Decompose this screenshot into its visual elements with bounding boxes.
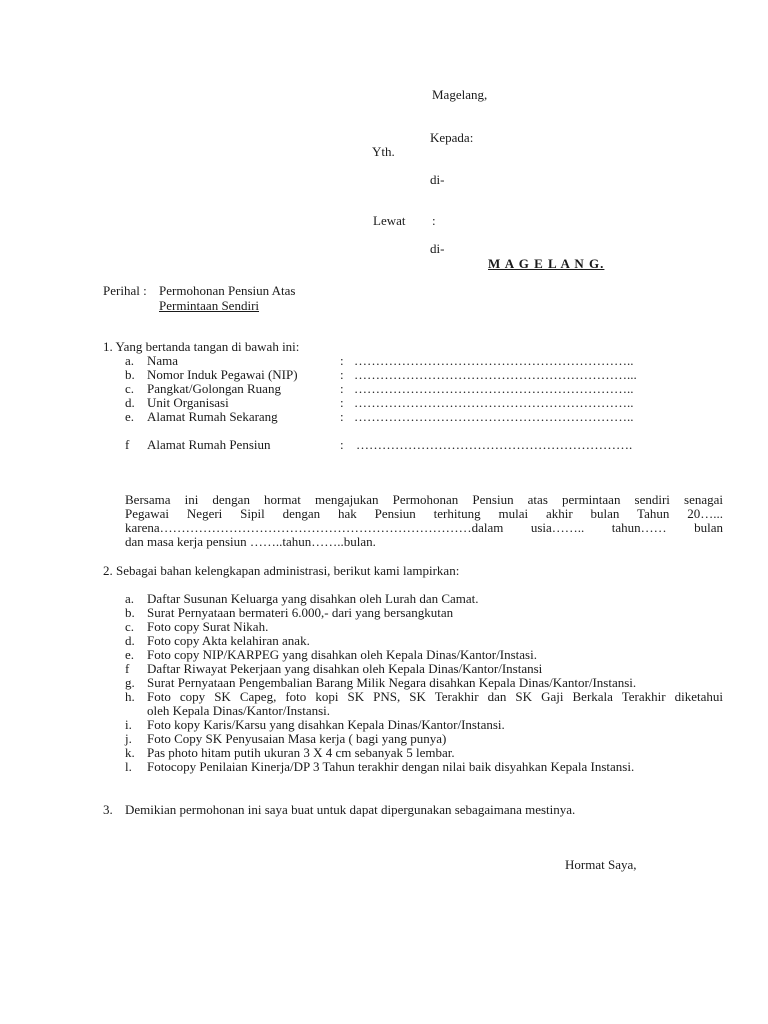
di-label-1: di-: [430, 172, 445, 187]
item-letter: c.: [125, 619, 135, 634]
attachment-item: Daftar Riwayat Pekerjaan yang disahkan oleh Kepala Dinas/Kantor/Instansi: [147, 661, 543, 676]
attachment-item: Surat Pernyataan Pengembalian Barang Milik Negara disahkan Kepala Dinas/Kantor/Instansi.: [147, 675, 637, 690]
attachment-item: Daftar Susunan Keluarga yang disahkan oleh Lurah dan Camat.: [147, 591, 479, 606]
field-dots: ………………………………………………………...: [354, 367, 637, 382]
field-letter: f: [125, 437, 130, 452]
paragraph-line-1: Bersama ini dengan hormat mengajukan Permohonan Pensiun atas permintaan sendiri senagai: [125, 492, 723, 507]
item-letter: b.: [125, 605, 135, 620]
destination-city: M A G E L A N G.: [488, 256, 605, 271]
field-letter: e.: [125, 409, 135, 424]
field-label-pension-address: Alamat Rumah Pensiun: [147, 437, 271, 452]
field-letter: c.: [125, 381, 135, 396]
field-colon: :: [340, 381, 344, 396]
field-colon: :: [340, 395, 344, 410]
item-letter: g.: [125, 675, 135, 690]
field-label-current-address: Alamat Rumah Sekarang: [147, 409, 278, 424]
field-dots: ……………………………………………………….: [356, 437, 633, 452]
item-letter: d.: [125, 633, 135, 648]
field-dots: ………………………………………………………..: [354, 395, 634, 410]
field-label-unit: Unit Organisasi: [147, 395, 229, 410]
item-letter: f: [125, 661, 130, 676]
via-colon: :: [432, 213, 436, 228]
item-letter: e.: [125, 647, 135, 662]
item-letter: l.: [125, 759, 132, 774]
field-colon: :: [340, 409, 344, 424]
section3-text: Demikian permohonan ini saya buat untuk dapat dipergunakan sebagaimana mestinya.: [125, 802, 576, 817]
yth-label: Yth.: [372, 144, 395, 159]
field-letter: d.: [125, 395, 135, 410]
attachment-item: Pas photo hitam putih ukuran 3 X 4 cm sebanyak 5 lembar.: [147, 745, 455, 760]
item-letter: a.: [125, 591, 135, 606]
section1-intro: 1. Yang bertanda tangan di bawah ini:: [103, 339, 300, 354]
attachment-item: Foto Copy SK Penyusaian Masa kerja ( bagi yang punya): [147, 731, 447, 746]
city-date: Magelang,: [432, 87, 488, 102]
attachment-item: Foto copy Surat Nikah.: [147, 619, 269, 634]
section3-number: 3.: [103, 802, 113, 817]
item-letter: i.: [125, 717, 132, 732]
field-dots: ………………………………………………………..: [354, 353, 634, 368]
subject-label: Perihal :: [103, 283, 147, 298]
field-dots: ………………………………………………………..: [354, 409, 634, 424]
field-label-name: Nama: [147, 353, 179, 368]
attachment-item-continuation: oleh Kepala Dinas/Kantor/Instansi.: [147, 703, 331, 718]
attachment-item: Foto copy SK Capeg, foto kopi SK PNS, SK Terakhir dan SK Gaji Berkala Terakhir diketahui: [147, 689, 723, 704]
field-colon: :: [340, 367, 344, 382]
field-letter: a.: [125, 353, 135, 368]
field-colon: :: [340, 437, 344, 452]
attachment-item: Foto kopy Karis/Karsu yang disahkan Kepala Dinas/Kantor/Instansi.: [147, 717, 505, 732]
di-label-2: di-: [430, 241, 445, 256]
via-label: Lewat: [373, 213, 406, 228]
paragraph-line-3: karena………………………………………………………………dalam usia…….. tahun…… bulan: [125, 520, 723, 535]
subject-line-1: Permohonan Pensiun Atas: [159, 283, 296, 298]
attachment-item: Foto copy NIP/KARPEG yang disahkan oleh Kepala Dinas/Kantor/Instasi.: [147, 647, 537, 662]
field-label-rank: Pangkat/Golongan Ruang: [147, 381, 281, 396]
attachment-item: Surat Pernyataan bermateri 6.000,- dari yang bersangkutan: [147, 605, 454, 620]
field-colon: :: [340, 353, 344, 368]
section2-intro: 2. Sebagai bahan kelengkapan administrasi, berikut kami lampirkan:: [103, 563, 460, 578]
item-letter: j.: [125, 731, 132, 746]
paragraph-line-2: Pegawai Negeri Sipil dengan hak Pensiun terhitung mulai akhir bulan Tahun 20…...: [125, 506, 723, 521]
field-label-nip: Nomor Induk Pegawai (NIP): [147, 367, 298, 382]
subject-line-2: Permintaan Sendiri: [159, 298, 260, 313]
closing-signature: Hormat Saya,: [565, 857, 637, 872]
item-letter: k.: [125, 745, 135, 760]
recipient-label: Kepada:: [430, 130, 474, 145]
paragraph-line-4: dan masa kerja pensiun ……..tahun……..bulan.: [125, 534, 376, 549]
field-letter: b.: [125, 367, 135, 382]
attachment-item: Fotocopy Penilaian Kinerja/DP 3 Tahun terakhir dengan nilai baik disyahkan Kepala Instansi.: [147, 759, 635, 774]
item-letter: h.: [125, 689, 135, 704]
field-dots: ………………………………………………………..: [354, 381, 634, 396]
attachment-item: Foto copy Akta kelahiran anak.: [147, 633, 310, 648]
